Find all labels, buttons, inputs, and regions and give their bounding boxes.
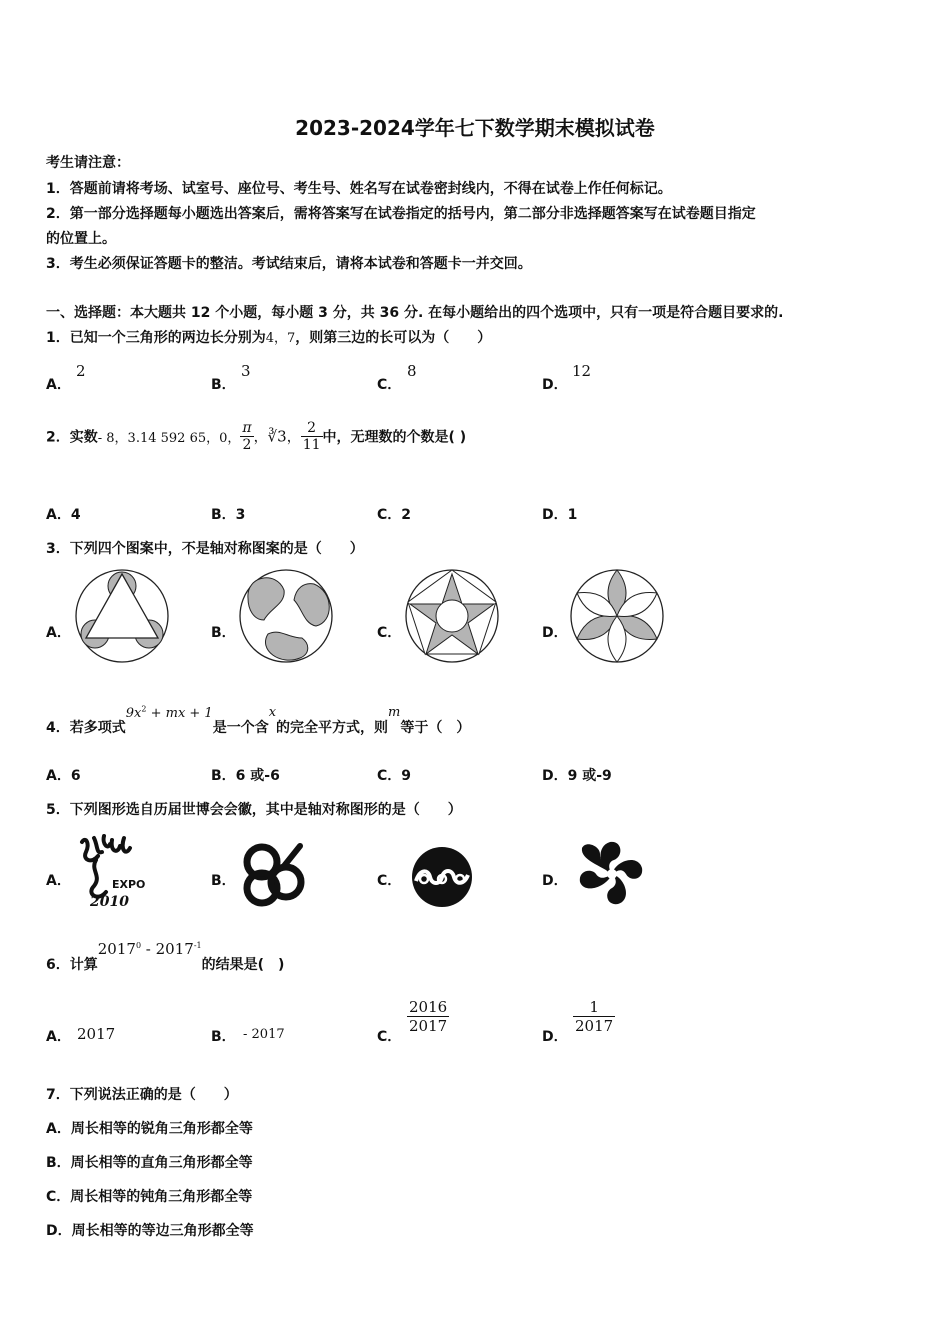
q6-option-a-value[interactable]: 2017	[77, 1025, 116, 1043]
q3-figure-d[interactable]	[567, 568, 667, 664]
notice-item: 的位置上。	[46, 231, 116, 247]
q1-option-c-value[interactable]: 8	[407, 362, 417, 380]
question-5-stem: 5．下列图形选自历届世博会会徽，其中是轴对称图形的是（ ）	[46, 802, 462, 818]
q2-option-a[interactable]: A．4	[46, 507, 81, 523]
q5-option-a-label: A．	[46, 873, 71, 889]
q1-option-d-label: D．	[542, 377, 568, 393]
question-3-stem: 3．下列四个图案中，不是轴对称图案的是（ ）	[46, 541, 364, 557]
q7-option-b[interactable]: B．周长相等的直角三角形都全等	[46, 1155, 253, 1171]
q5-option-d-label: D．	[542, 873, 568, 889]
q7-option-a[interactable]: A．周长相等的锐角三角形都全等	[46, 1121, 253, 1137]
q6-option-c-value[interactable]: $\frac{2016}{2017}$	[409, 998, 448, 1035]
notice-item: 2．第一部分选择题每小题选出答案后，需将答案写在试卷指定的括号内，第二部分非选择题答案写在试卷题目指定	[46, 206, 756, 222]
q7-option-d[interactable]: D．周长相等的等边三角形都全等	[46, 1223, 254, 1239]
expo-year: 2010	[90, 894, 129, 910]
cube-root-3: ∛3	[267, 427, 287, 446]
fraction-pi-over-2: $\frac{\pi}{2}$	[242, 420, 252, 453]
q1-option-d-value[interactable]: 12	[572, 362, 592, 380]
q4-option-c[interactable]: C．9	[377, 768, 412, 784]
q3-figure-b[interactable]	[236, 568, 336, 664]
q3-figure-a[interactable]	[72, 568, 172, 664]
page-title: 2023-2024学年七下数学期末模拟试卷	[295, 116, 655, 140]
q4-option-d[interactable]: D．9 或-9	[542, 768, 612, 784]
q6-option-a-label: A．	[46, 1029, 71, 1045]
q5-figure-b[interactable]	[240, 840, 310, 910]
q6-option-b-label: B．	[211, 1029, 236, 1045]
q4-option-b[interactable]: B．6 或-6	[211, 768, 280, 784]
notice-item: 1．答题前请将考场、试室号、座位号、考生号、姓名写在试卷密封线内，不得在试卷上作任何标记。	[46, 181, 672, 197]
q5-figure-a-expo-logo[interactable]	[76, 830, 156, 910]
q6-expression: $2017^0 - 2017^{-1}$	[97, 940, 202, 958]
fraction-2-over-11: $\frac{2}{11}$	[302, 420, 321, 453]
expo-text: EXPO	[112, 878, 146, 891]
q4-option-a[interactable]: A．6	[46, 768, 81, 784]
q1-option-b-label: B．	[211, 377, 236, 393]
q2-option-b[interactable]: B．3	[211, 507, 246, 523]
question-1-stem: 1．已知一个三角形的两边长分别为4，7，则第三边的长可以为（ ）	[46, 330, 492, 346]
q1-option-b-value[interactable]: 3	[241, 362, 251, 380]
q1-option-c-label: C．	[377, 377, 402, 393]
q7-option-c[interactable]: C．周长相等的钝角三角形都全等	[46, 1189, 253, 1205]
q3-option-b-label: B．	[211, 625, 236, 641]
polynomial: $9x^2$ + mx + 1	[125, 705, 213, 722]
q6-option-c-label: C．	[377, 1029, 402, 1045]
q5-option-c-label: C．	[377, 873, 402, 889]
q3-option-c-label: C．	[377, 625, 402, 641]
q6-option-b-value[interactable]: - 2017	[243, 1027, 285, 1042]
q3-option-d-label: D．	[542, 625, 568, 641]
q6-option-d-value[interactable]: $\frac{1}{2017}$	[575, 998, 614, 1035]
question-7-stem: 7．下列说法正确的是（ ）	[46, 1087, 238, 1103]
question-6-stem: 6．计算$2017^0 - 2017^{-1}$的结果是( )	[46, 940, 285, 973]
question-2-stem: 2．实数- 8，3.14 592 65，0， $\frac{\pi}{2}$ ，∛3， $\frac{2}{11}$ 中，无理数的个数是( )	[46, 420, 467, 453]
q2-number-list: - 8，3.14 592 65，0，	[97, 431, 241, 446]
q2-option-c[interactable]: C．2	[377, 507, 412, 523]
q3-option-a-label: A．	[46, 625, 71, 641]
q1-option-a-label: A．	[46, 377, 71, 393]
q5-figure-d-flower[interactable]	[572, 838, 652, 910]
notice-item: 3．考生必须保证答题卡的整洁。考试结束后，请将本试卷和答题卡一并交回。	[46, 256, 532, 272]
q5-option-b-label: B．	[211, 873, 236, 889]
section-heading: 一、选择题：本大题共 12 个小题，每小题 3 分，共 36 分. 在每小题给出的四个选项中，只有一项是符合题目要求的.	[46, 305, 784, 321]
question-4-stem: 4．若多项式$9x^2$ + mx + 1是一个含x的完全平方式，则m等于（ ）	[46, 705, 471, 736]
q5-figure-c[interactable]	[410, 845, 474, 909]
q2-option-d[interactable]: D．1	[542, 507, 578, 523]
q1-side-lengths: 4，7	[265, 331, 296, 346]
q6-option-d-label: D．	[542, 1029, 568, 1045]
notice-heading: 考生请注意：	[46, 155, 130, 171]
q3-figure-c[interactable]	[402, 568, 502, 664]
q1-option-a-value[interactable]: 2	[76, 362, 86, 380]
